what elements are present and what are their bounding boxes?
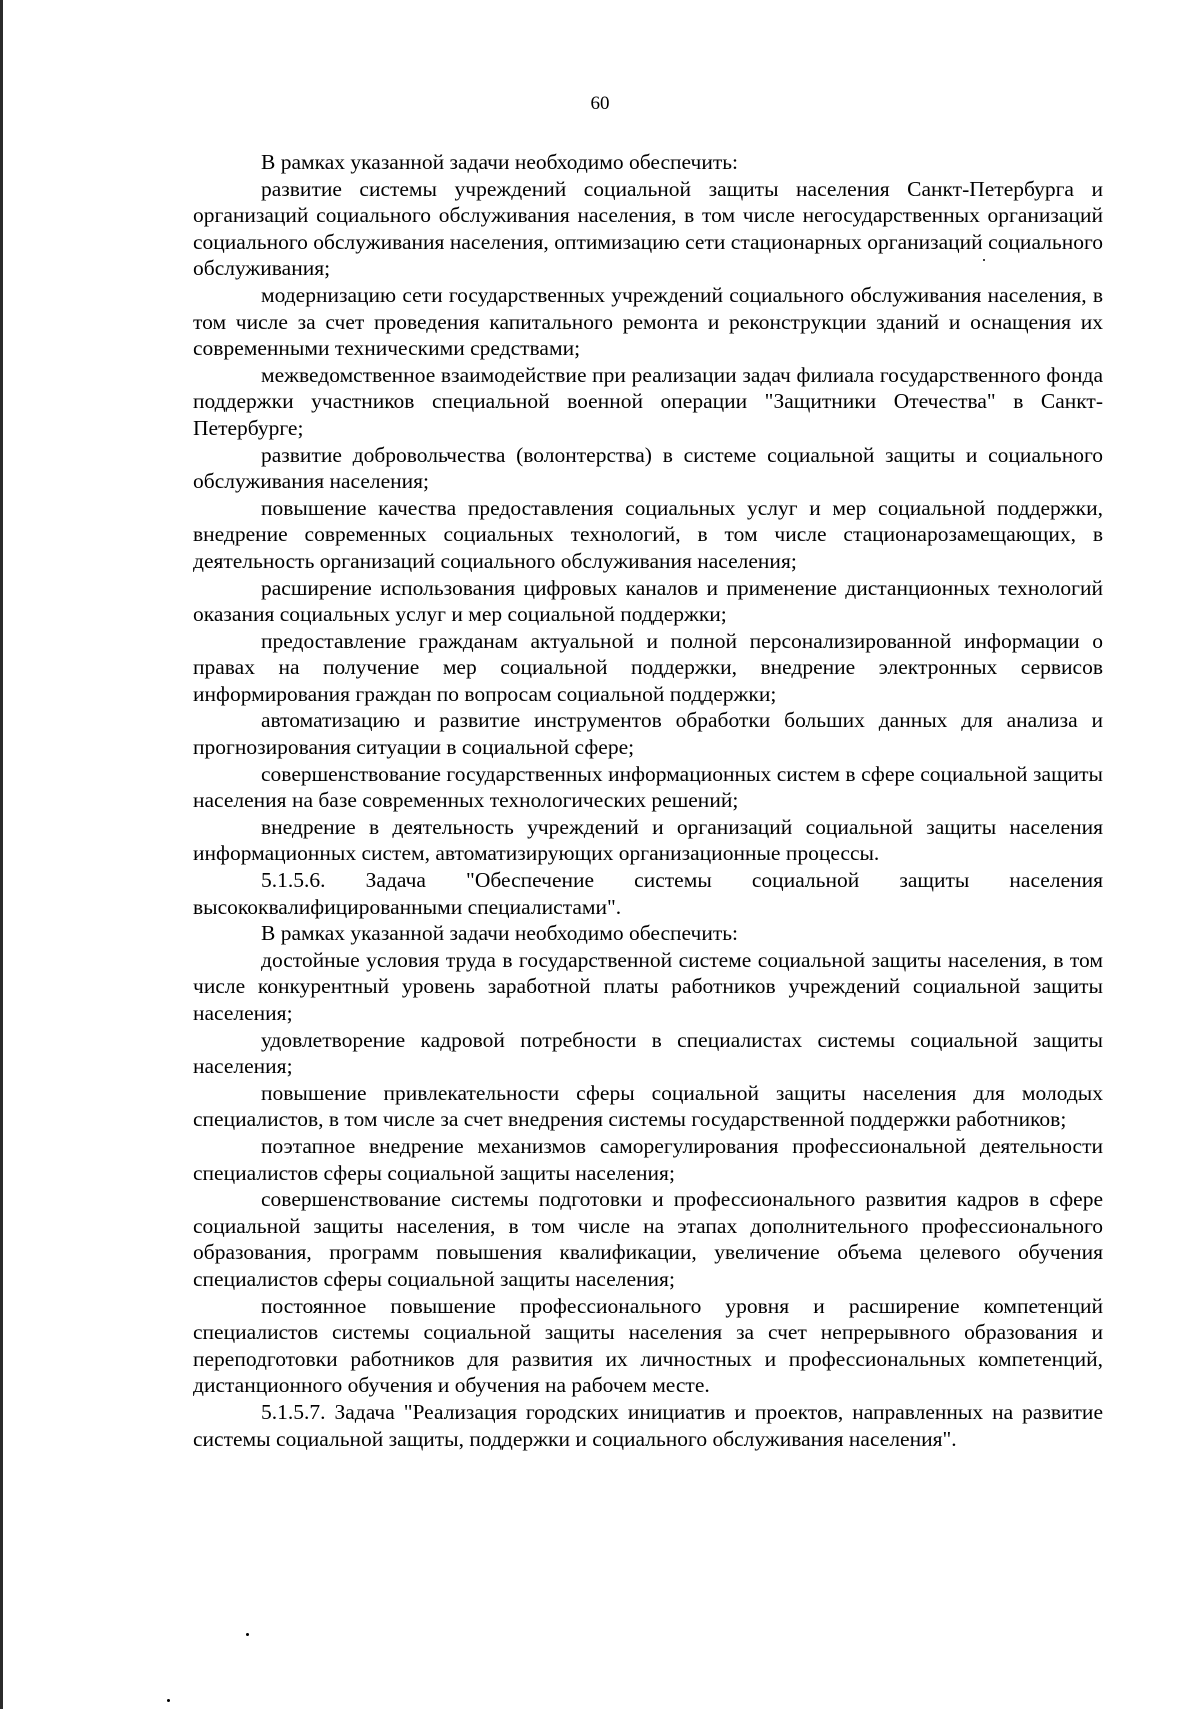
paragraph: автоматизацию и развитие инструментов обработки больших данных для анализа и прогнозирования ситуации в социальной сфере; <box>193 708 1103 760</box>
scan-speck <box>246 1633 249 1636</box>
page-number: 60 <box>590 93 610 114</box>
paragraph: межведомственное взаимодействие при реализации задач филиала государственного фонда поддержки участников специальной военной операции "Защитники Отечества" в Санкт-Петербурге; <box>193 362 1103 440</box>
paragraph: достойные условия труда в государственной системе социальной защиты населения, в том числе конкурентный уровень заработной платы работников учреждений социальной защиты населения; <box>193 947 1103 1025</box>
scan-speck <box>983 259 985 261</box>
task-heading-5-1-5-7: 5.1.5.7. Задача "Реализация городских инициатив и проектов, направленных на развитие системы социальной защиты, поддержки и социального обслуживания населения". <box>193 1399 1103 1451</box>
paragraph: поэтапное внедрение механизмов саморегулирования профессиональной деятельности специалистов сферы социальной защиты населения; <box>193 1133 1103 1185</box>
paragraph: повышение качества предоставления социальных услуг и мер социальной поддержки, внедрение современных социальных технологий, в том числе стационарозамещающих, в деятельность организаций социального обслуживания населения; <box>193 495 1103 573</box>
paragraph: предоставление гражданам актуальной и полной персонализированной информации о правах на получение мер социальной поддержки, внедрение электронных сервисов информирования граждан по вопросам социальной поддержки; <box>193 628 1103 706</box>
paragraph: модернизацию сети государственных учреждений социального обслуживания населения, в том числе за счет проведения капитального ремонта и реконструкции зданий и оснащения их современными техническими средствами; <box>193 282 1103 361</box>
paragraph: внедрение в деятельность учреждений и организаций социальной защиты населения информационных систем, автоматизирующих организационные процессы. <box>193 814 1103 866</box>
scan-speck <box>167 1699 170 1702</box>
paragraph: расширение использования цифровых каналов и применение дистанционных технологий оказания социальных услуг и мер социальной поддержки; <box>193 575 1103 627</box>
paragraph: совершенствование государственных информационных систем в сфере социальной защиты населения на базе современных технологических решений; <box>193 761 1103 813</box>
task-heading-5-1-5-6: 5.1.5.6. Задача "Обеспечение системы социальной защиты населения высококвалифицированными специалистами". <box>193 868 1103 919</box>
paragraph: постоянное повышение профессионального уровня и расширение компетенций специалистов системы социальной защиты населения за счет непрерывного образования и переподготовки работников для развития их личностных и профессиональных компетенций, дистанционного обучения и обучения на рабочем месте. <box>193 1293 1103 1398</box>
paragraph: В рамках указанной задачи необходимо обеспечить: <box>261 150 739 174</box>
paragraph: удовлетворение кадровой потребности в специалистах системы социальной защиты населения; <box>193 1027 1103 1079</box>
paragraph: развитие добровольчества (волонтерства) в системе социальной защиты и социального обслуживания населения; <box>193 442 1103 494</box>
paragraph: повышение привлекательности сферы социальной защиты населения для молодых специалистов, в том числе за счет внедрения системы государственной поддержки работников; <box>193 1080 1103 1132</box>
paragraph: развитие системы учреждений социальной защиты населения Санкт-Петербурга и организаций социального обслуживания населения, в том числе негосударственных организаций социального обслуживания населения, оптимизацию сети стационарных организаций социального обслуживания; <box>193 176 1103 281</box>
scan-left-edge <box>0 0 3 1709</box>
paragraph: В рамках указанной задачи необходимо обеспечить: <box>261 921 739 946</box>
document-body <box>193 149 1103 1452</box>
paragraph: совершенствование системы подготовки и профессионального развития кадров в сфере социальной защиты населения, в том числе на этапах дополнительного профессионального образования, программ повышения квалификации, увеличение объема целевого обучения специалистов сферы социальной защиты населения; <box>193 1187 1103 1291</box>
